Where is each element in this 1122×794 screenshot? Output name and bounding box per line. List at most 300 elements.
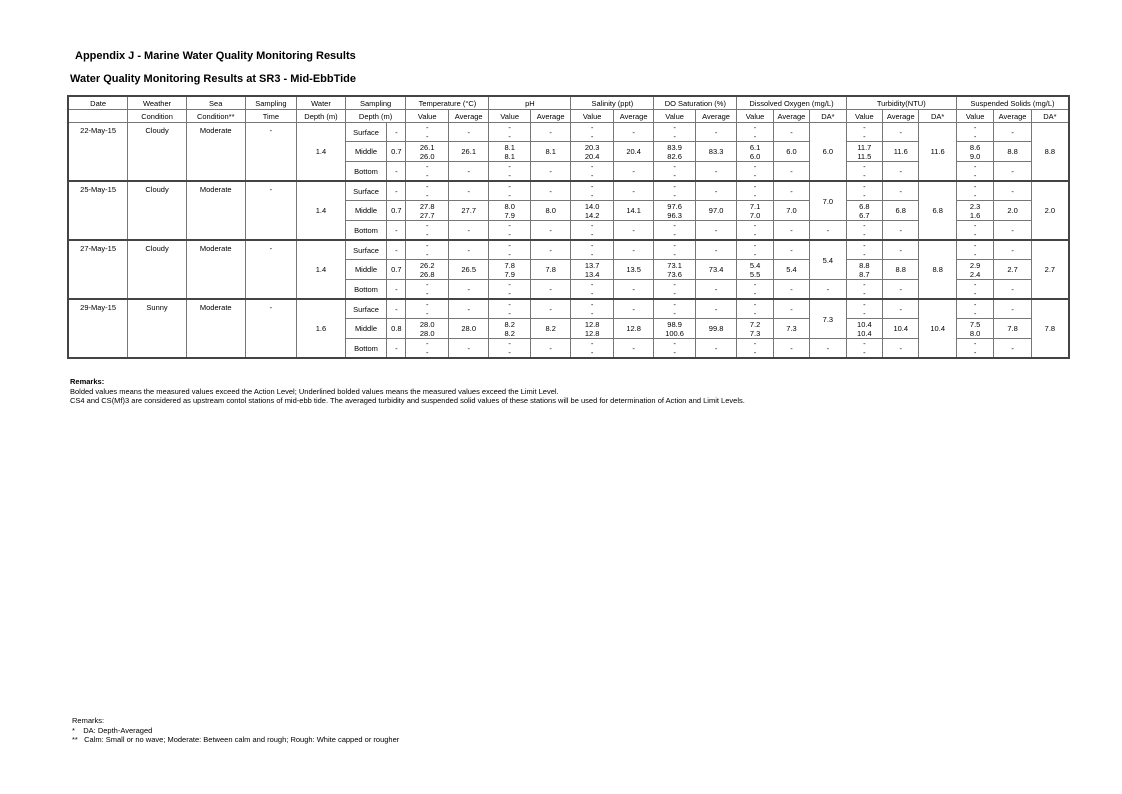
turbidity-average: -	[883, 123, 919, 142]
do-saturation-value-reading-1: -	[673, 280, 676, 289]
turbidity-value-reading-2: -	[863, 250, 866, 259]
temperature-value-reading-2: 26.8	[419, 269, 435, 279]
ph-value-reading-2: -	[508, 348, 511, 357]
header-row-2	[68, 110, 1069, 123]
suspended-solids-value-reading-1: 2.3	[969, 201, 981, 211]
weather-cell: Sunny	[128, 299, 187, 358]
salinity-value	[571, 221, 614, 241]
header-average: Average	[883, 110, 919, 123]
turbidity-average: -	[883, 280, 919, 300]
ph-value-reading-2: 7.9	[504, 210, 515, 220]
turbidity-average: -	[883, 240, 919, 260]
sampling-depth-cell: -	[387, 181, 406, 201]
ph-value-reading-1: -	[508, 221, 511, 230]
dissolved-oxygen-da: 5.4	[810, 240, 846, 280]
temperature-average: -	[448, 240, 488, 260]
salinity-value-reading-1: 20.3	[584, 142, 600, 152]
header-turbidity: Turbidity(NTU)	[846, 96, 956, 110]
dissolved-oxygen-value-reading-1: 6.1	[749, 142, 761, 152]
dissolved-oxygen-value-reading-1: 5.4	[749, 260, 761, 270]
header-ph: pH	[489, 96, 571, 110]
salinity-average: -	[613, 181, 653, 201]
suspended-solids-da: 2.0	[1031, 181, 1069, 240]
turbidity-value-reading-1: -	[863, 182, 866, 191]
temperature-value-reading-2: 27.7	[419, 210, 435, 220]
dissolved-oxygen-value	[737, 299, 773, 319]
temperature-value-reading-1: -	[425, 221, 429, 230]
suspended-solids-value-reading-1: -	[973, 300, 977, 309]
ph-value	[489, 240, 530, 260]
suspended-solids-value-reading-2: -	[973, 250, 977, 259]
date-cell: 27-May-15	[68, 240, 128, 299]
sampling-depth-cell: 0.7	[387, 142, 406, 162]
ph-value-reading-1: 7.8	[504, 260, 515, 270]
do-saturation-value-reading-2: -	[673, 250, 676, 259]
salinity-value-reading-1: 14.0	[584, 201, 600, 211]
turbidity-average: -	[883, 162, 919, 182]
header-salinity: Salinity (ppt)	[571, 96, 654, 110]
temperature-average: -	[448, 162, 488, 182]
dissolved-oxygen-da: 7.0	[810, 181, 846, 221]
do-saturation-value-reading-2: -	[673, 171, 676, 180]
temperature-value-reading-1: -	[425, 300, 429, 309]
dissolved-oxygen-value-reading-1: 7.2	[749, 319, 761, 329]
ph-value-reading-2: -	[508, 250, 511, 259]
temperature-value-reading-2: -	[425, 309, 429, 318]
turbidity-average: -	[883, 221, 919, 241]
do-saturation-value-reading-2: 73.6	[667, 269, 682, 279]
ph-value	[489, 319, 530, 339]
dissolved-oxygen-value-reading-2: -	[753, 171, 757, 180]
temperature-value	[406, 240, 449, 260]
do-saturation-value-reading-1: 73.1	[667, 260, 682, 270]
temperature-value	[406, 162, 449, 182]
dissolved-oxygen-value-reading-2: -	[753, 348, 757, 357]
sampling-level-cell: Bottom	[345, 162, 386, 182]
suspended-solids-average: -	[994, 339, 1031, 359]
suspended-solids-value-reading-1: -	[973, 221, 977, 230]
do-saturation-average: -	[695, 221, 736, 241]
turbidity-value	[846, 260, 882, 280]
header-sampling-time: Sampling	[245, 96, 297, 110]
turbidity-value-reading-2: -	[863, 348, 866, 357]
suspended-solids-value-reading-1: 2.9	[969, 260, 981, 270]
suspended-solids-value	[956, 221, 993, 241]
turbidity-value-reading-1: -	[863, 241, 866, 250]
ph-value	[489, 280, 530, 300]
header-weather: Weather	[128, 96, 187, 110]
do-saturation-value	[654, 260, 695, 280]
header-date-sub	[68, 110, 128, 123]
do-saturation-value-reading-1: -	[673, 182, 676, 191]
ph-value	[489, 201, 530, 221]
sampling-depth-cell: 0.7	[387, 260, 406, 280]
sampling-level-cell: Surface	[345, 240, 386, 260]
sampling-level-cell: Middle	[345, 201, 386, 221]
suspended-solids-average: -	[994, 123, 1031, 142]
ph-average: -	[530, 181, 570, 201]
do-saturation-value-reading-1: -	[673, 221, 676, 230]
header-value: Value	[654, 110, 695, 123]
header-da: DA*	[919, 110, 956, 123]
salinity-average: -	[613, 280, 653, 300]
ph-value	[489, 299, 530, 319]
suspended-solids-value-reading-2: -	[973, 171, 977, 180]
do-saturation-value-reading-2: 82.6	[667, 151, 682, 161]
ph-value	[489, 339, 530, 359]
sampling-depth-cell: 0.7	[387, 201, 406, 221]
suspended-solids-average: -	[994, 280, 1031, 300]
dissolved-oxygen-average: -	[773, 280, 809, 300]
dissolved-oxygen-average: 7.0	[773, 201, 809, 221]
header-sampling-depth: Sampling	[345, 96, 406, 110]
dissolved-oxygen-value-reading-2: 7.3	[749, 328, 761, 338]
sea-condition-cell: Moderate	[186, 299, 245, 358]
temperature-average: -	[448, 339, 488, 359]
ph-value-reading-1: 8.2	[504, 319, 515, 329]
do-saturation-value-reading-2: -	[673, 289, 676, 298]
suspended-solids-value-reading-2: 1.6	[969, 210, 981, 220]
turbidity-value-reading-1: -	[863, 339, 866, 348]
header-do-saturation: DO Saturation (%)	[654, 96, 737, 110]
table-body	[68, 123, 1069, 359]
dissolved-oxygen-average: -	[773, 221, 809, 241]
ph-value-reading-1: -	[508, 182, 511, 191]
dissolved-oxygen-value	[737, 142, 773, 162]
sampling-level-cell: Surface	[345, 299, 386, 319]
sampling-depth-cell: -	[387, 221, 406, 241]
turbidity-value-reading-2: -	[863, 132, 866, 141]
turbidity-value-reading-2: -	[863, 230, 866, 239]
salinity-value-reading-2: -	[590, 309, 594, 318]
dissolved-oxygen-value	[737, 201, 773, 221]
header-temperature: Temperature (°C)	[406, 96, 489, 110]
ph-value-reading-2: -	[508, 171, 511, 180]
dissolved-oxygen-average: -	[773, 299, 809, 319]
do-saturation-value-reading-1: -	[673, 241, 676, 250]
salinity-value	[571, 339, 614, 359]
turbidity-da: 11.6	[919, 123, 956, 182]
weather-cell: Cloudy	[128, 181, 187, 240]
remarks-block-2	[72, 716, 399, 745]
suspended-solids-average: 2.7	[994, 260, 1031, 280]
temperature-value-reading-1: -	[425, 123, 429, 132]
header-value: Value	[489, 110, 530, 123]
temperature-average: -	[448, 181, 488, 201]
dissolved-oxygen-average: -	[773, 339, 809, 359]
header-average: Average	[530, 110, 570, 123]
dissolved-oxygen-average: -	[773, 181, 809, 201]
turbidity-value	[846, 319, 882, 339]
temperature-average: 28.0	[448, 319, 488, 339]
salinity-value-reading-2: -	[590, 289, 594, 298]
do-saturation-value	[654, 123, 695, 142]
temperature-average: 26.1	[448, 142, 488, 162]
temperature-value	[406, 319, 449, 339]
salinity-value	[571, 299, 614, 319]
dissolved-oxygen-value-reading-1: -	[753, 123, 757, 132]
sampling-time-cell: -	[245, 123, 297, 182]
salinity-value	[571, 142, 614, 162]
suspended-solids-value-reading-1: -	[973, 123, 977, 132]
do-saturation-value-reading-2: -	[673, 191, 676, 200]
turbidity-value	[846, 142, 882, 162]
turbidity-value	[846, 240, 882, 260]
temperature-value	[406, 260, 449, 280]
header-da: DA*	[810, 110, 846, 123]
appendix-title: Appendix J - Marine Water Quality Monitoring Results	[75, 50, 356, 62]
temperature-average: -	[448, 299, 488, 319]
dissolved-oxygen-value-reading-2: -	[753, 309, 757, 318]
temperature-value-reading-1: 26.1	[419, 142, 435, 152]
dissolved-oxygen-value-reading-2: 5.5	[749, 269, 761, 279]
do-saturation-average: -	[695, 339, 736, 359]
dissolved-oxygen-value-reading-1: -	[753, 339, 757, 348]
turbidity-value	[846, 299, 882, 319]
ph-average: -	[530, 221, 570, 241]
salinity-value	[571, 123, 614, 142]
sea-condition-cell: Moderate	[186, 240, 245, 299]
suspended-solids-value	[956, 162, 993, 182]
suspended-solids-value-reading-2: 2.4	[969, 269, 981, 279]
water-depth-cell: 1.6	[297, 299, 346, 358]
dissolved-oxygen-da-bottom: -	[810, 221, 846, 241]
header-average: Average	[613, 110, 653, 123]
header-value: Value	[571, 110, 614, 123]
turbidity-value-reading-1: 8.8	[859, 260, 870, 270]
dissolved-oxygen-value-reading-1: -	[753, 182, 757, 191]
suspended-solids-average: -	[994, 162, 1031, 182]
remarks-2-line-1: * DA: Depth-Averaged	[72, 725, 153, 735]
salinity-average: -	[613, 240, 653, 260]
date-cell: 25-May-15	[68, 181, 128, 240]
suspended-solids-value	[956, 299, 993, 319]
dissolved-oxygen-value	[737, 181, 773, 201]
ph-value-reading-1: 8.0	[504, 201, 515, 211]
do-saturation-value-reading-1: -	[673, 162, 676, 171]
dissolved-oxygen-value-reading-1: -	[753, 221, 757, 230]
do-saturation-value-reading-1: -	[673, 123, 676, 132]
suspended-solids-value	[956, 319, 993, 339]
dissolved-oxygen-average: -	[773, 162, 809, 182]
dissolved-oxygen-da: 7.3	[810, 299, 846, 339]
do-saturation-average: 73.4	[695, 260, 736, 280]
dissolved-oxygen-value-reading-2: -	[753, 191, 757, 200]
dissolved-oxygen-average: 5.4	[773, 260, 809, 280]
salinity-value-reading-1: -	[590, 300, 594, 309]
dissolved-oxygen-da-bottom: -	[810, 339, 846, 359]
salinity-value	[571, 240, 614, 260]
header-sampling-time-sub: Time	[245, 110, 297, 123]
temperature-value	[406, 142, 449, 162]
salinity-value-reading-1: 13.7	[584, 260, 600, 270]
ph-value-reading-2: 8.2	[504, 328, 515, 338]
remarks-2-title: Remarks:	[72, 716, 105, 725]
temperature-value-reading-1: -	[425, 241, 429, 250]
suspended-solids-average: -	[994, 221, 1031, 241]
ph-average: 7.8	[530, 260, 570, 280]
turbidity-value	[846, 123, 882, 142]
dissolved-oxygen-average: -	[773, 123, 809, 142]
sampling-level-cell: Bottom	[345, 221, 386, 241]
ph-average: 8.2	[530, 319, 570, 339]
water-depth-cell: 1.4	[297, 240, 346, 299]
salinity-value	[571, 201, 614, 221]
temperature-value-reading-2: 28.0	[419, 328, 435, 338]
remarks-2-line-2: ** Calm: Small or no wave; Moderate: Between calm and rough; Rough: White capped or rougher	[72, 735, 400, 744]
header-water-depth-sub: Depth (m)	[297, 110, 346, 123]
do-saturation-value	[654, 201, 695, 221]
table-row	[68, 299, 1069, 319]
header-date: Date	[68, 96, 128, 110]
do-saturation-value-reading-1: -	[673, 300, 676, 309]
suspended-solids-value	[956, 260, 993, 280]
temperature-value-reading-2: -	[425, 230, 429, 239]
temperature-value-reading-2: -	[425, 289, 429, 298]
suspended-solids-average: -	[994, 181, 1031, 201]
salinity-value-reading-1: -	[590, 123, 594, 132]
turbidity-value-reading-2: 11.5	[857, 151, 872, 161]
do-saturation-value-reading-2: -	[673, 309, 676, 318]
dissolved-oxygen-value-reading-1: -	[753, 280, 757, 289]
date-cell: 29-May-15	[68, 299, 128, 358]
suspended-solids-value-reading-2: -	[973, 191, 977, 200]
turbidity-average: -	[883, 299, 919, 319]
salinity-value-reading-1: -	[590, 241, 594, 250]
header-value: Value	[956, 110, 993, 123]
ph-average: -	[530, 280, 570, 300]
do-saturation-value-reading-1: 98.9	[667, 319, 682, 329]
salinity-value-reading-2: -	[590, 132, 594, 141]
suspended-solids-value	[956, 339, 993, 359]
turbidity-value-reading-2: -	[863, 309, 866, 318]
turbidity-da: 8.8	[919, 240, 956, 299]
suspended-solids-value-reading-2: -	[973, 289, 977, 298]
suspended-solids-value-reading-1: -	[973, 182, 977, 191]
do-saturation-value	[654, 280, 695, 300]
ph-value-reading-2: 8.1	[504, 151, 515, 161]
ph-value	[489, 221, 530, 241]
temperature-value-reading-1: -	[425, 162, 429, 171]
temperature-value	[406, 280, 449, 300]
header-da: DA*	[1031, 110, 1069, 123]
dissolved-oxygen-value	[737, 123, 773, 142]
dissolved-oxygen-value-reading-1: -	[753, 162, 757, 171]
turbidity-value	[846, 280, 882, 300]
temperature-average: 26.5	[448, 260, 488, 280]
sampling-level-cell: Middle	[345, 142, 386, 162]
water-quality-table	[67, 95, 1070, 359]
dissolved-oxygen-value	[737, 162, 773, 182]
temperature-value-reading-1: 28.0	[419, 319, 435, 329]
salinity-value	[571, 319, 614, 339]
do-saturation-average: -	[695, 181, 736, 201]
do-saturation-value-reading-2: 100.6	[665, 328, 684, 338]
table-row	[68, 123, 1069, 142]
salinity-value-reading-2: 12.8	[584, 328, 600, 338]
ph-average: 8.0	[530, 201, 570, 221]
turbidity-value-reading-1: 6.8	[859, 201, 870, 211]
suspended-solids-value-reading-1: -	[973, 241, 977, 250]
suspended-solids-average: 2.0	[994, 201, 1031, 221]
header-average: Average	[448, 110, 488, 123]
turbidity-value-reading-2: -	[863, 191, 866, 200]
table-row	[68, 240, 1069, 260]
sampling-depth-cell: -	[387, 123, 406, 142]
sampling-level-cell: Surface	[345, 181, 386, 201]
salinity-value	[571, 181, 614, 201]
suspended-solids-value-reading-1: 8.6	[969, 142, 981, 152]
salinity-average: -	[613, 123, 653, 142]
ph-average: -	[530, 299, 570, 319]
do-saturation-value-reading-2: -	[673, 348, 676, 357]
turbidity-value-reading-2: -	[863, 171, 866, 180]
suspended-solids-value-reading-2: 9.0	[969, 151, 981, 161]
turbidity-average: 8.8	[883, 260, 919, 280]
dissolved-oxygen-value-reading-2: -	[753, 289, 757, 298]
dissolved-oxygen-value	[737, 260, 773, 280]
suspended-solids-value-reading-1: -	[973, 280, 977, 289]
suspended-solids-average: -	[994, 299, 1031, 319]
ph-value-reading-2: 7.9	[504, 269, 515, 279]
ph-value-reading-2: -	[508, 289, 511, 298]
do-saturation-average: -	[695, 123, 736, 142]
suspended-solids-value	[956, 201, 993, 221]
turbidity-value-reading-1: -	[863, 280, 866, 289]
ph-average: -	[530, 339, 570, 359]
dissolved-oxygen-value-reading-2: -	[753, 250, 757, 259]
do-saturation-average: -	[695, 162, 736, 182]
dissolved-oxygen-value	[737, 339, 773, 359]
ph-value-reading-2: -	[508, 132, 511, 141]
ph-value-reading-1: -	[508, 300, 511, 309]
do-saturation-average: 99.8	[695, 319, 736, 339]
header-row-1	[68, 96, 1069, 110]
salinity-value-reading-2: -	[590, 250, 594, 259]
header-value: Value	[737, 110, 773, 123]
salinity-average: 13.5	[613, 260, 653, 280]
temperature-value-reading-1: -	[425, 182, 429, 191]
temperature-value-reading-1: -	[425, 280, 429, 289]
turbidity-average: 11.6	[883, 142, 919, 162]
ph-value	[489, 162, 530, 182]
sampling-level-cell: Middle	[345, 319, 386, 339]
salinity-value	[571, 260, 614, 280]
suspended-solids-value-reading-1: -	[973, 339, 977, 348]
turbidity-da: 6.8	[919, 181, 956, 240]
turbidity-value	[846, 339, 882, 359]
salinity-average: 14.1	[613, 201, 653, 221]
turbidity-value-reading-2: -	[863, 289, 866, 298]
suspended-solids-value-reading-1: -	[973, 162, 977, 171]
turbidity-value	[846, 201, 882, 221]
temperature-value	[406, 123, 449, 142]
header-average: Average	[994, 110, 1031, 123]
dissolved-oxygen-average: -	[773, 240, 809, 260]
temperature-value-reading-2: -	[425, 191, 429, 200]
turbidity-value-reading-2: 10.4	[857, 328, 872, 338]
do-saturation-value-reading-2: 96.3	[667, 210, 682, 220]
turbidity-value-reading-1: 11.7	[857, 142, 872, 152]
salinity-value-reading-1: -	[590, 339, 594, 348]
turbidity-average: 6.8	[883, 201, 919, 221]
do-saturation-average: -	[695, 299, 736, 319]
header-suspended-solids: Suspended Solids (mg/L)	[956, 96, 1069, 110]
temperature-value	[406, 181, 449, 201]
turbidity-value-reading-2: 6.7	[859, 210, 870, 220]
dissolved-oxygen-value-reading-1: 7.1	[749, 201, 761, 211]
suspended-solids-value-reading-2: -	[973, 132, 977, 141]
